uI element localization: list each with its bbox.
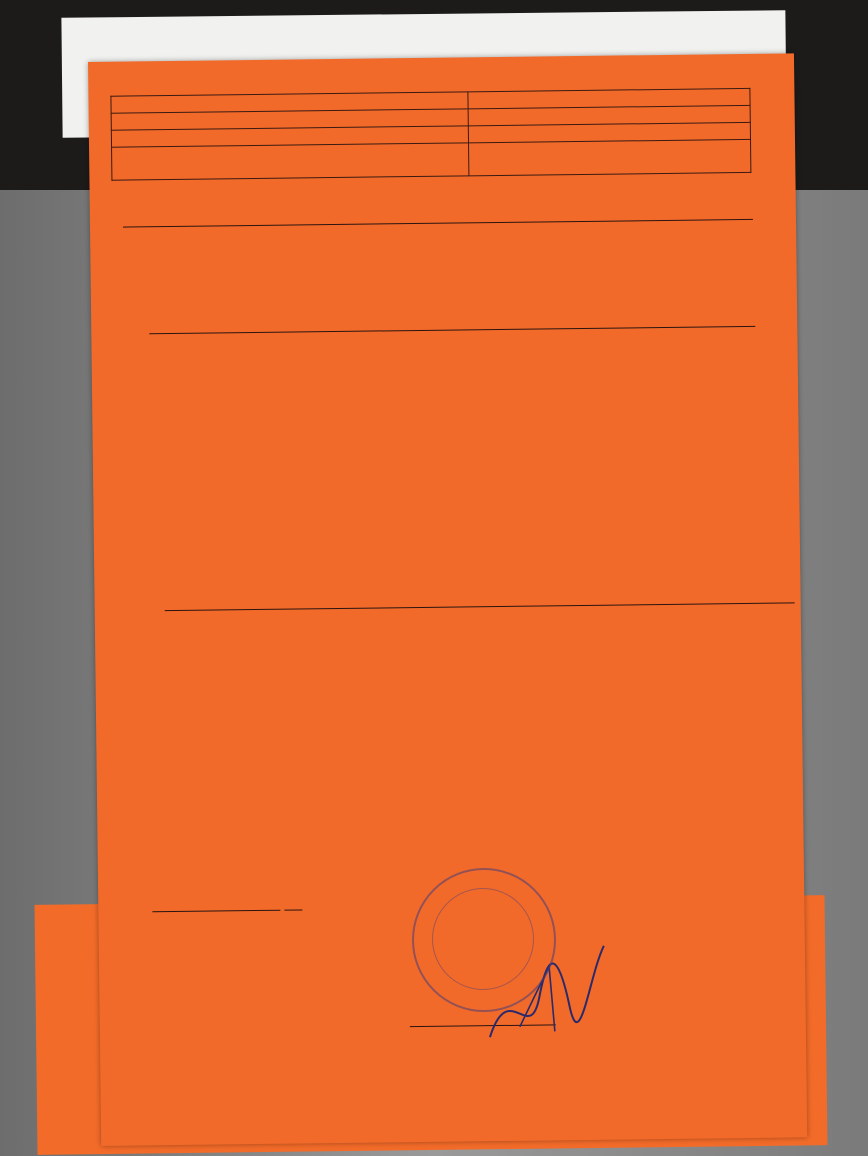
- mod-line: [123, 433, 793, 441]
- additional-info-block: [111, 787, 823, 796]
- compliance-line: [114, 697, 796, 705]
- info-line: [111, 787, 823, 796]
- producer-name: [149, 326, 755, 334]
- mod-line: [123, 433, 793, 441]
- official-stamp: [412, 868, 556, 1012]
- mod-line: [123, 433, 793, 441]
- mod-line: [123, 433, 793, 441]
- info-line: [111, 787, 823, 796]
- date-year-field: [284, 909, 302, 910]
- modifications-block: [123, 433, 793, 441]
- info-line: [111, 787, 823, 796]
- compliance-block: [114, 697, 796, 705]
- stamp-inner-ring: [432, 888, 534, 990]
- mod-line: [123, 433, 793, 441]
- table-cell: [469, 139, 751, 175]
- mod-line: [123, 433, 793, 441]
- compliance-line: [114, 697, 796, 705]
- info-line: [111, 787, 823, 796]
- cell-line: [473, 144, 746, 147]
- underline-rule: [165, 602, 795, 611]
- lab-name: [123, 219, 753, 228]
- table-cell: [112, 143, 469, 180]
- table-row: [112, 139, 751, 180]
- compliance-line: [114, 697, 796, 705]
- mod-line: [123, 433, 793, 441]
- info-line: [111, 787, 823, 796]
- cell-line: [473, 141, 746, 144]
- date-row: [146, 897, 302, 915]
- mod-line: [123, 433, 793, 441]
- mod-line: [123, 433, 793, 441]
- date-day-month-field: [152, 910, 280, 913]
- spec-table: [110, 88, 751, 181]
- mod-line: [123, 433, 793, 441]
